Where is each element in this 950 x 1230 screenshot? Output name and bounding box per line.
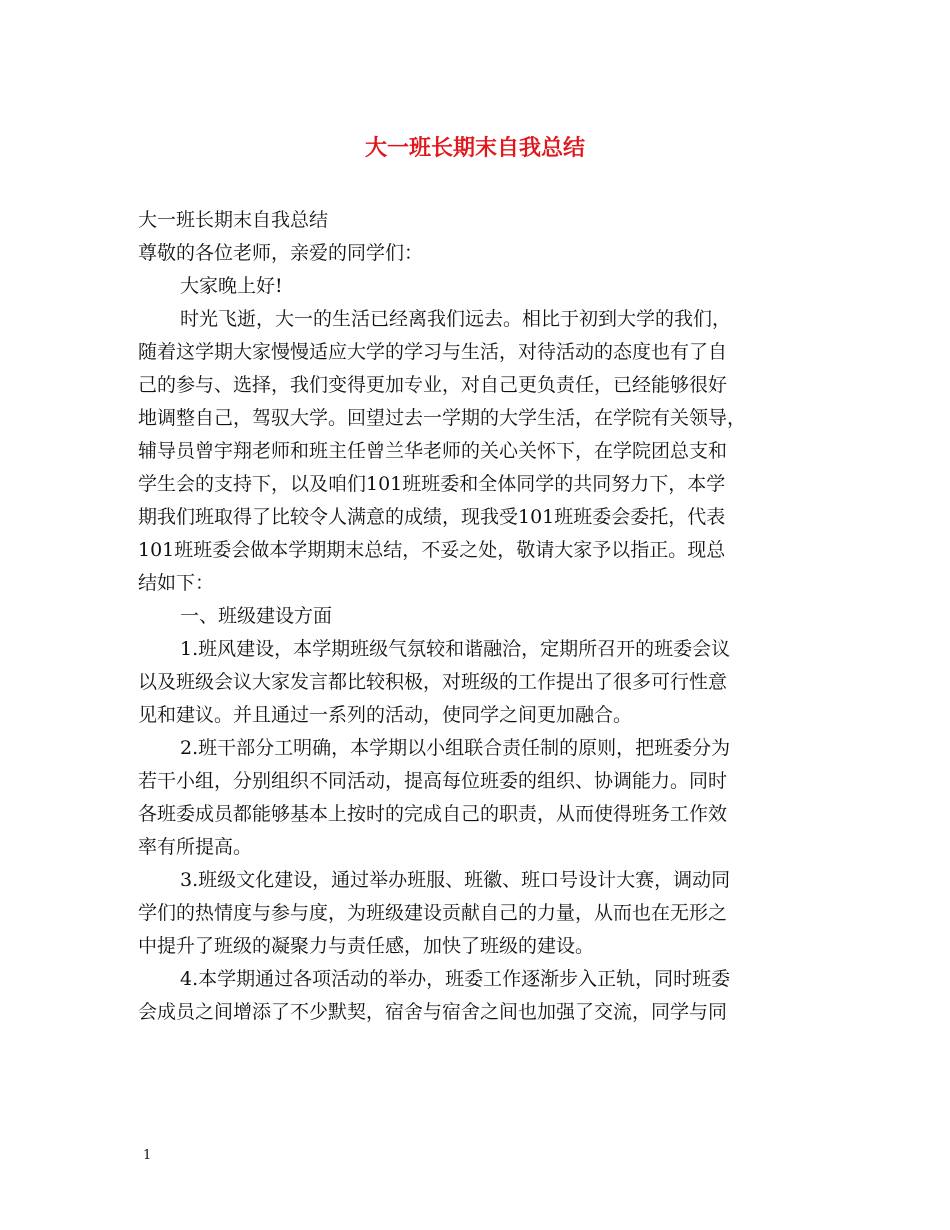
text-line: 尊敬的各位老师，亲爱的同学们：	[138, 242, 424, 264]
text-line: 1.班风建设，本学期班级气氛较和谐融洽，定期所召开的班委会议	[180, 638, 731, 660]
text-line: 学生会的支持下，以及咱们101班班委和全体同学的共同努力下，本学	[138, 473, 726, 495]
text-line: 若干小组，分别组织不同活动，提高每位班委的组织、协调能力。同时	[138, 770, 728, 792]
text-line: 3.班级文化建设，通过举办班服、班徽、班口号设计大赛，调动同	[180, 869, 731, 891]
text-line: 辅导员曾宇翔老师和班主任曾兰华老师的关心关怀下，在学院团总支和	[138, 440, 728, 462]
text-line: 率有所提高。	[138, 836, 253, 858]
text-line: 各班委成员都能够基本上按时的完成自己的职责，从而使得班务工作效	[138, 803, 728, 825]
text-line: 101班班委会做本学期期末总结，不妥之处，敬请大家予以指正。现总	[138, 539, 726, 561]
text-line: 中提升了班级的凝聚力与责任感，加快了班级的建设。	[138, 935, 595, 957]
text-line: 以及班级会议大家发言都比较积极，对班级的工作提出了很多可行性意	[138, 671, 728, 693]
text-line: 一、班级建设方面	[180, 605, 333, 627]
text-line: 大一班长期末自我总结	[138, 209, 329, 231]
page-title: 大一班长期末自我总结	[364, 135, 585, 161]
text-line: 期我们班取得了比较令人满意的成绩，现我受101班班委会委托，代表	[138, 506, 726, 528]
page-number: 1	[143, 1148, 152, 1163]
text-line: 学们的热情度与参与度，为班级建设贡献自己的力量，从而也在无形之	[138, 902, 728, 924]
text-line: 大家晚上好!	[180, 275, 283, 297]
text-line: 会成员之间增添了不少默契，宿舍与宿舍之间也加强了交流，同学与同	[138, 1001, 728, 1023]
text-line: 见和建议。并且通过一系列的活动，使同学之间更加融合。	[138, 704, 633, 726]
text-line: 随着这学期大家慢慢适应大学的学习与生活，对待活动的态度也有了自	[138, 341, 728, 363]
text-line: 4.本学期通过各项活动的举办，班委工作逐渐步入正轨，同时班委	[180, 968, 731, 990]
document-body	[138, 204, 818, 1029]
text-line: 时光飞逝，大一的生活已经离我们远去。相比于初到大学的我们，	[180, 308, 732, 330]
text-line: 己的参与、选择，我们变得更加专业，对自己更负责任，已经能够很好	[138, 374, 728, 396]
text-line: 2.班干部分工明确，本学期以小组联合责任制的原则，把班委分为	[180, 737, 731, 759]
text-line: 结如下：	[138, 572, 215, 594]
text-line: 地调整自己，驾驭大学。回望过去一学期的大学生活，在学院有关领导，	[138, 407, 747, 429]
